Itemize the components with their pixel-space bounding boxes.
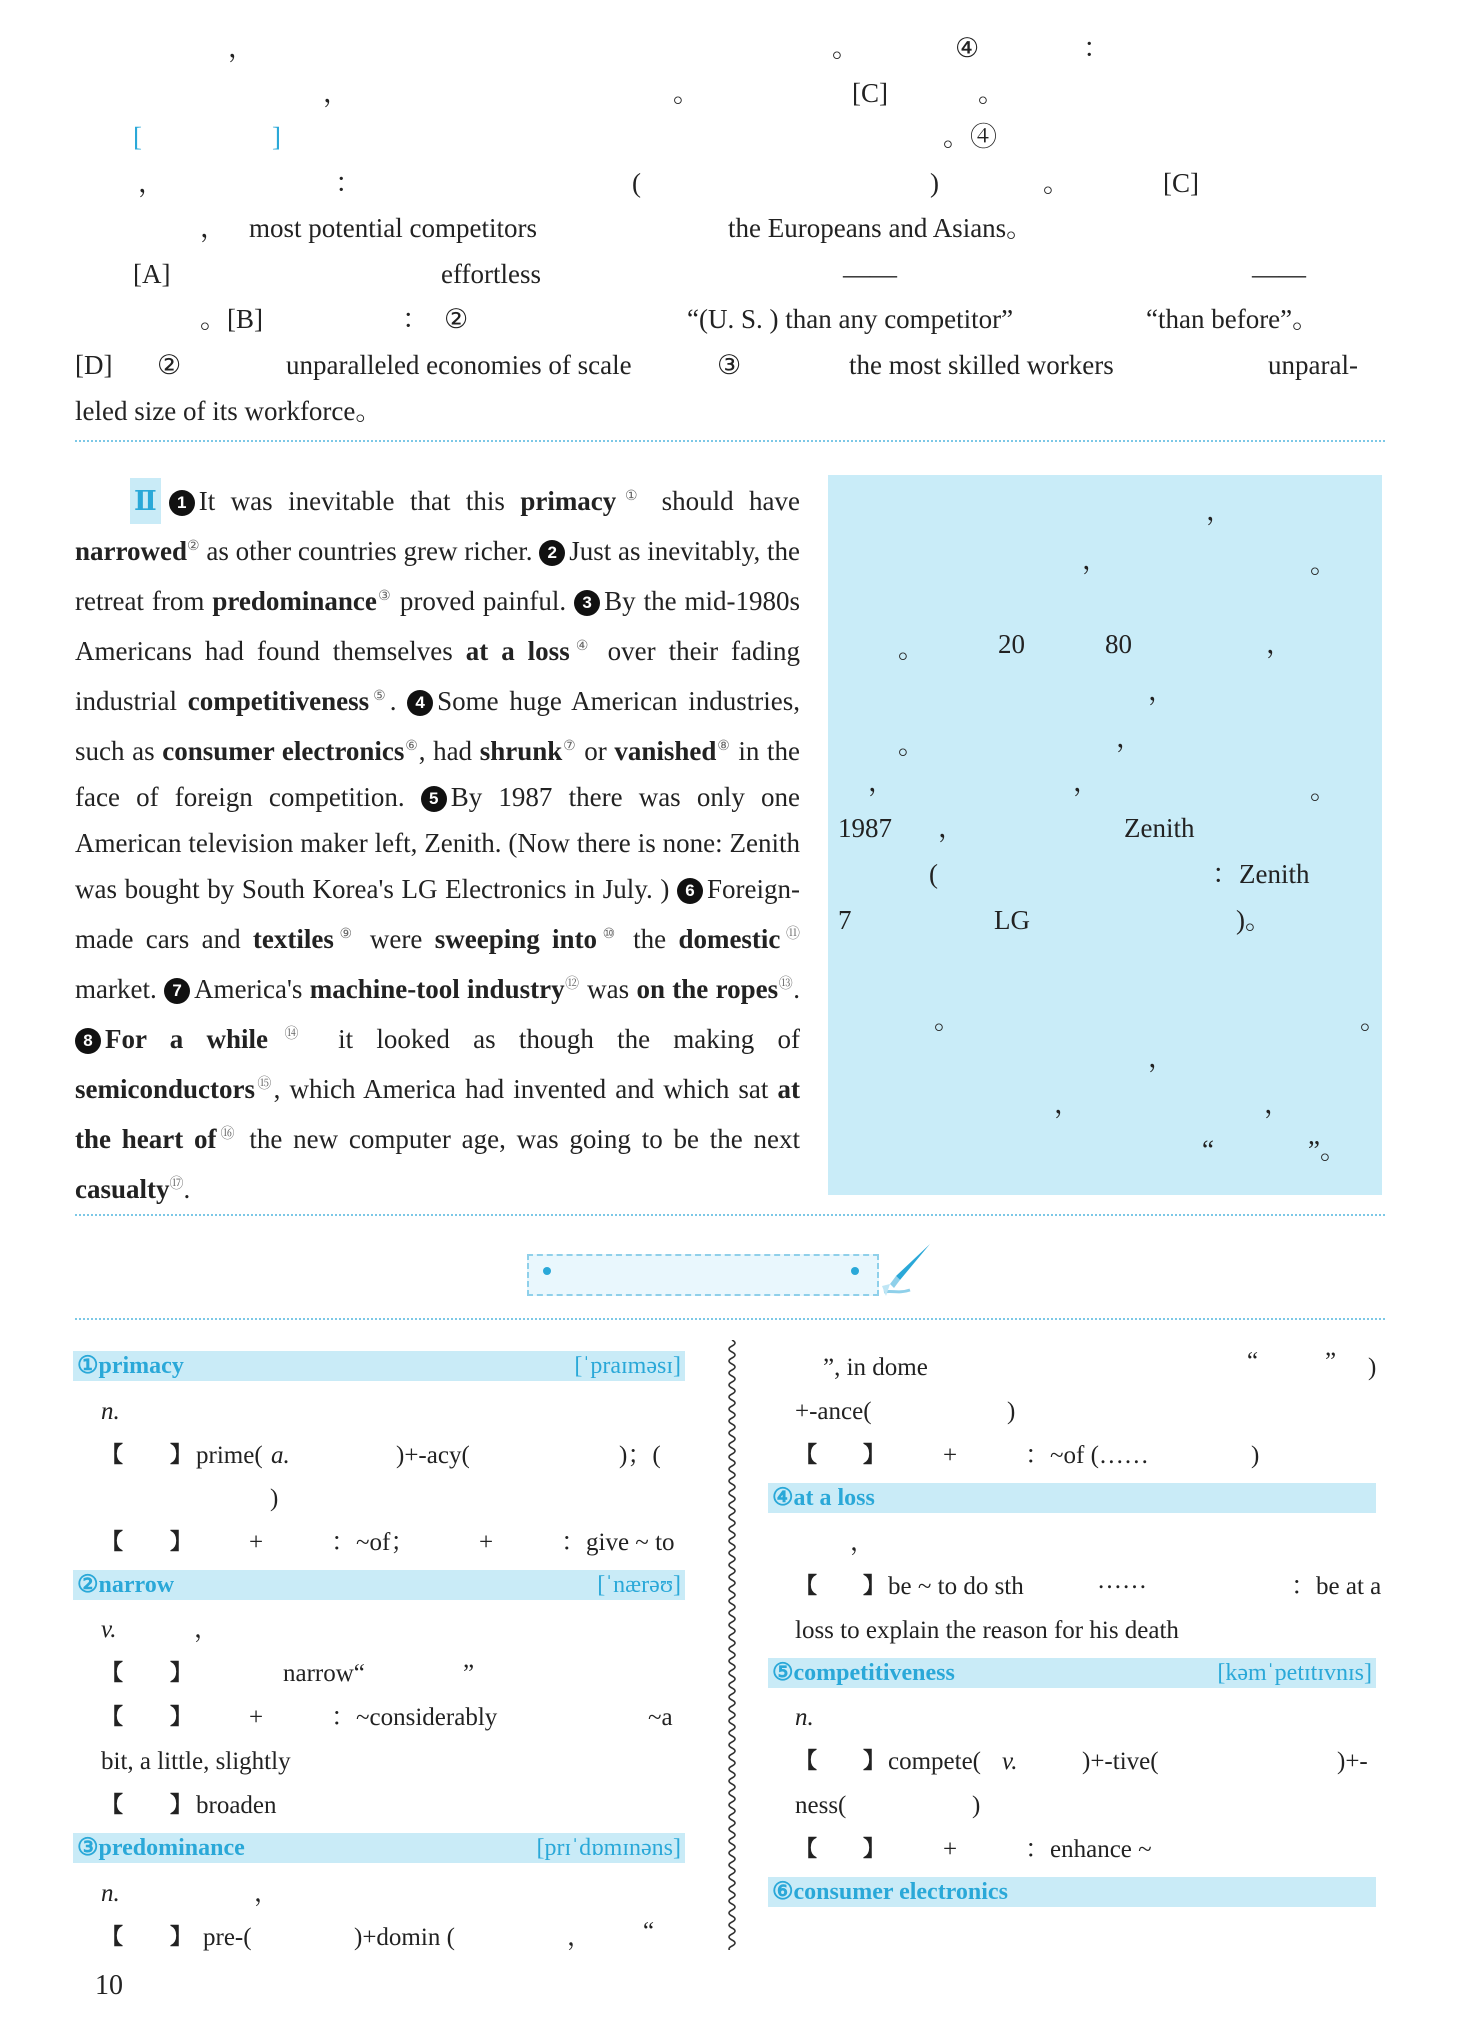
vocab-word: predominance (212, 586, 377, 616)
answer-text: unparal- (1268, 350, 1358, 380)
answer-text: —— (1252, 259, 1306, 289)
answer-label-bracket: [ (133, 122, 142, 152)
vocab-word: shrunk (479, 736, 563, 766)
answer-text: ( (632, 168, 641, 198)
translation-box: ， ， 。 。 20 80 ， ， 。 ， ， ， 。 1987 ， Zenith ( ：Zenith 7 LG )。 。 。 ， ， ， “ ”。 (828, 475, 1382, 1195)
answer-text: unparalleled economies of scale (286, 350, 632, 380)
vocab-word: vanished (614, 736, 717, 766)
vocab-word: semiconductors (75, 1074, 255, 1104)
vocab-word: at the heart of (75, 1074, 801, 1154)
sentence-marker: 6 (677, 878, 703, 904)
section-divider (75, 1318, 1385, 1320)
phonetic: [ˈpraɪməsɪ] (574, 1353, 681, 1379)
answer-text: ， (228, 33, 255, 63)
dot-icon (543, 1267, 551, 1275)
answer-text: 。 (832, 33, 859, 63)
answer-text: [C] (852, 78, 888, 108)
answer-text: leled size of its workforce。 (75, 396, 383, 426)
vocab-entry-primacy: ①primacy [ˈpraɪməsɪ] (73, 1351, 685, 1381)
vocab-word: machine-tool industry (309, 974, 565, 1004)
answer-text: the Europeans and Asians。 (728, 213, 1034, 243)
sentence-marker: 8 (75, 1028, 101, 1054)
vocab-entry-at-a-loss: ④at a loss (768, 1483, 1376, 1513)
answer-text: ， (200, 213, 227, 243)
answer-text: [A] (133, 259, 171, 289)
vocab-word: casualty (75, 1174, 170, 1204)
phonetic: [prɪˈdɒmɪnəns] (536, 1835, 681, 1861)
answer-text: ) (930, 168, 939, 198)
vocab-word: sweeping into (434, 924, 598, 954)
vocab-word: domestic (678, 924, 781, 954)
wavy-divider (724, 1340, 740, 1950)
dot-icon (851, 1267, 859, 1275)
section-divider (75, 1214, 1385, 1216)
answer-text: the most skilled workers (849, 350, 1114, 380)
sentence-marker: 3 (574, 590, 600, 616)
answer-text: [D] (75, 350, 113, 380)
answer-text: 。[B] (200, 304, 263, 334)
phonetic: [ˈnærəʊ] (597, 1572, 681, 1598)
answer-text: ： (402, 304, 429, 334)
section-divider (75, 440, 1385, 442)
answer-text: 。 (673, 78, 700, 108)
vocab-entry-consumer-electronics: ⑥consumer electronics (768, 1877, 1376, 1907)
sentence-marker: 5 (421, 786, 447, 812)
vocab-word: competitiveness (187, 686, 370, 716)
answer-text: —— (843, 259, 897, 289)
reading-passage: Ⅱ 1 It was inevitable that this primacy① should have narrowed② as other countries grew richer. 2 Just as inevitably, the retreat from predominance③ proved painful. 3 By the mid-1980s Americans had found themselves at a loss④ over their fading industrial competitiveness⑤. 4 Some huge American industries, such as consumer electronics⑥, had shrunk⑦ or vanished⑧ in the face of foreign competition. 5 By 1987 there was only one American television maker left, Zenith. (Now there is none: Zenith was bought by South Korea's LG Electronics in July. ) 6 Foreign-made cars and textiles⑨ were sweeping into⑩ the domestic⑪ market. 7 America's machine-tool industry⑫ was on the ropes⑬. 8 For a while⑭ it looked as though the making of semiconductors⑮, which America had invented and which sat at the heart of⑯ the new computer age, was going to be the next casualty⑰. (75, 474, 800, 1212)
pen-brush-icon (880, 1240, 934, 1300)
sentence-marker: 2 (539, 540, 565, 566)
vocab-word: consumer electronics (162, 736, 405, 766)
sentence-marker: 1 (169, 490, 195, 516)
answer-text: 。④ (943, 122, 997, 152)
phonetic: [kəmˈpetɪtɪvnɪs] (1217, 1660, 1372, 1686)
section-number: Ⅱ (130, 478, 161, 524)
answer-text: ： (335, 168, 362, 198)
answer-text: ④ (955, 33, 980, 63)
vocab-word: textiles (252, 924, 334, 954)
answer-text: [C] (1163, 168, 1199, 198)
answer-text: ， (323, 78, 350, 108)
answer-label-bracket: ] (272, 122, 281, 152)
answer-text: most potential competitors (249, 213, 537, 243)
vocab-word: narrowed (75, 536, 187, 566)
answer-text: 。 (1043, 168, 1070, 198)
vocab-word: For a while (105, 1024, 268, 1054)
answer-text: “(U. S. ) than any competitor” (687, 304, 1014, 334)
vocab-word: on the ropes (636, 974, 779, 1004)
sentence-marker: 4 (407, 690, 433, 716)
answer-text: ② (157, 350, 182, 380)
vocab-word: primacy (520, 486, 617, 516)
answer-text: effortless (441, 259, 541, 289)
answer-text: ： (1083, 33, 1110, 63)
page-number: 10 (95, 1970, 123, 2001)
sentence-marker: 7 (164, 978, 190, 1004)
answer-text: “than before”。 (1146, 304, 1320, 334)
vocab-entry-competitiveness: ⑤competitiveness [kəmˈpetɪtɪvnɪs] (768, 1658, 1376, 1688)
answer-text: ， (138, 168, 165, 198)
vocab-section-banner (527, 1254, 879, 1296)
answer-text: ② (444, 304, 469, 334)
vocab-entry-predominance: ③predominance [prɪˈdɒmɪnəns] (73, 1833, 685, 1863)
answer-text: 。 (978, 78, 1005, 108)
vocab-word: at a loss (465, 636, 570, 666)
vocab-entry-narrow: ②narrow [ˈnærəʊ] (73, 1570, 685, 1600)
answer-text: ③ (717, 350, 742, 380)
